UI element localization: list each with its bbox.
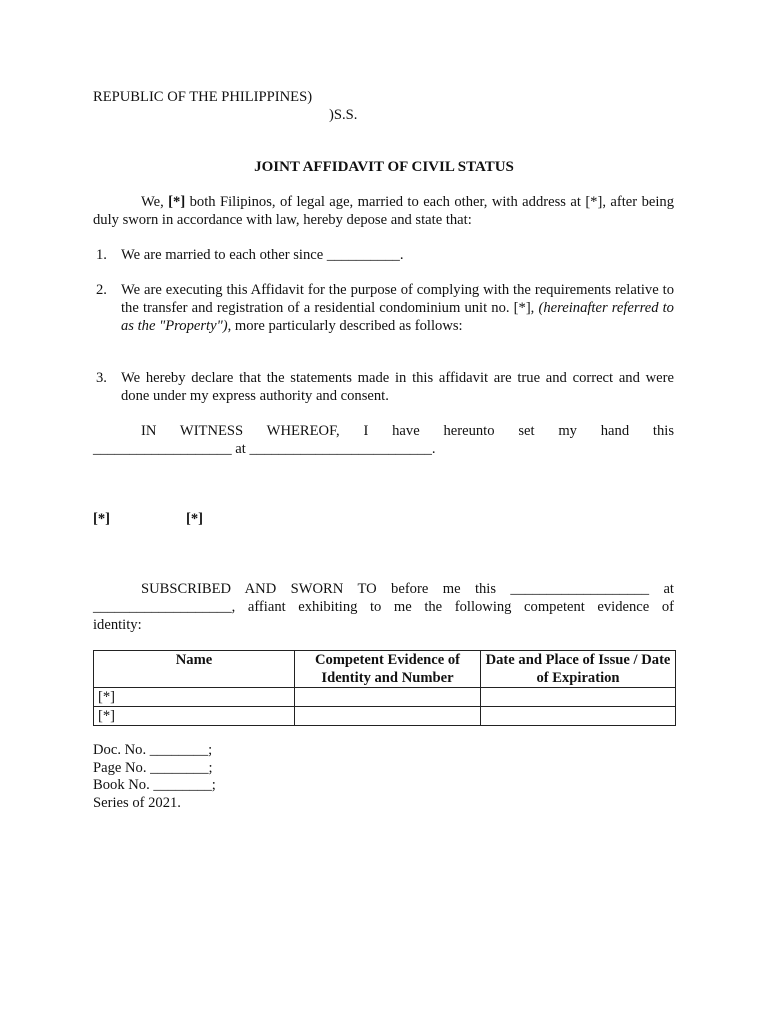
- item-text: [121, 281, 674, 335]
- header-evidence: Competent Evidence of Identity and Number: [295, 651, 481, 688]
- intro-paragraph: [93, 193, 674, 229]
- jurat-line-1: SUBSCRIBED AND SWORN TO before me this ___________________ at: [141, 581, 674, 597]
- list-item: [96, 281, 674, 335]
- item-text-italic: (hereinafter referred to as the "Property"): [121, 300, 674, 334]
- intro-rest: both Filipinos, of legal age, married to each other, with address at [*], after being duly sworn in accordance with law, hereby depose and state that:: [93, 194, 674, 228]
- list-item: [96, 369, 674, 405]
- book-number: Book No. ________;: [93, 777, 216, 793]
- table-row: [94, 688, 676, 707]
- witness-line-1: IN WITNESS WHEREOF, I have hereunto set my hand this: [141, 423, 674, 439]
- intro-we: We,: [141, 194, 169, 210]
- list-item: [96, 246, 674, 264]
- item-text-before: We are executing this Affidavit for the purpose of complying with the requirements relative to the transfer and registration of a residential condominium unit no. [*],: [121, 282, 674, 316]
- ss-line: )S.S.: [329, 107, 358, 123]
- item-text-after: , more particularly described as follows:: [227, 318, 463, 334]
- item-text: We hereby declare that the statements made in this affidavit are true and correct and were done under my express authority and consent.: [121, 370, 674, 404]
- item-number: 2.: [96, 282, 107, 298]
- venue-line: REPUBLIC OF THE PHILIPPINES): [93, 89, 313, 105]
- witness-line-2: ___________________ at _________________________.: [93, 441, 436, 457]
- table-cell-name: [*]: [94, 688, 295, 707]
- page-number: Page No. ________;: [93, 760, 213, 776]
- table-cell-date: [481, 707, 676, 726]
- item-text: We are married to each other since __________.: [121, 247, 404, 263]
- doc-number: Doc. No. ________;: [93, 742, 213, 758]
- intro-placeholder: [*]: [168, 194, 186, 210]
- jurat-line-3: identity:: [93, 617, 142, 633]
- table-cell-date: [481, 688, 676, 707]
- header-date-place: Date and Place of Issue / Date of Expiration: [481, 651, 676, 688]
- signatory-2: [*]: [186, 511, 204, 527]
- item-number: 3.: [96, 370, 107, 386]
- series-line: Series of 2021.: [93, 795, 181, 811]
- table-cell-evidence: [295, 688, 481, 707]
- table-header-row: [94, 651, 676, 688]
- item-number: 1.: [96, 247, 107, 263]
- identity-evidence-table: [93, 650, 676, 726]
- table-row: [94, 707, 676, 726]
- table-cell-name: [*]: [94, 707, 295, 726]
- jurat-line-2: ___________________, affiant exhibiting to me the following competent evidence of: [93, 599, 674, 615]
- header-name: Name: [94, 651, 295, 688]
- table-cell-evidence: [295, 707, 481, 726]
- signatory-1: [*]: [93, 511, 111, 527]
- document-title: JOINT AFFIDAVIT OF CIVIL STATUS: [254, 159, 514, 175]
